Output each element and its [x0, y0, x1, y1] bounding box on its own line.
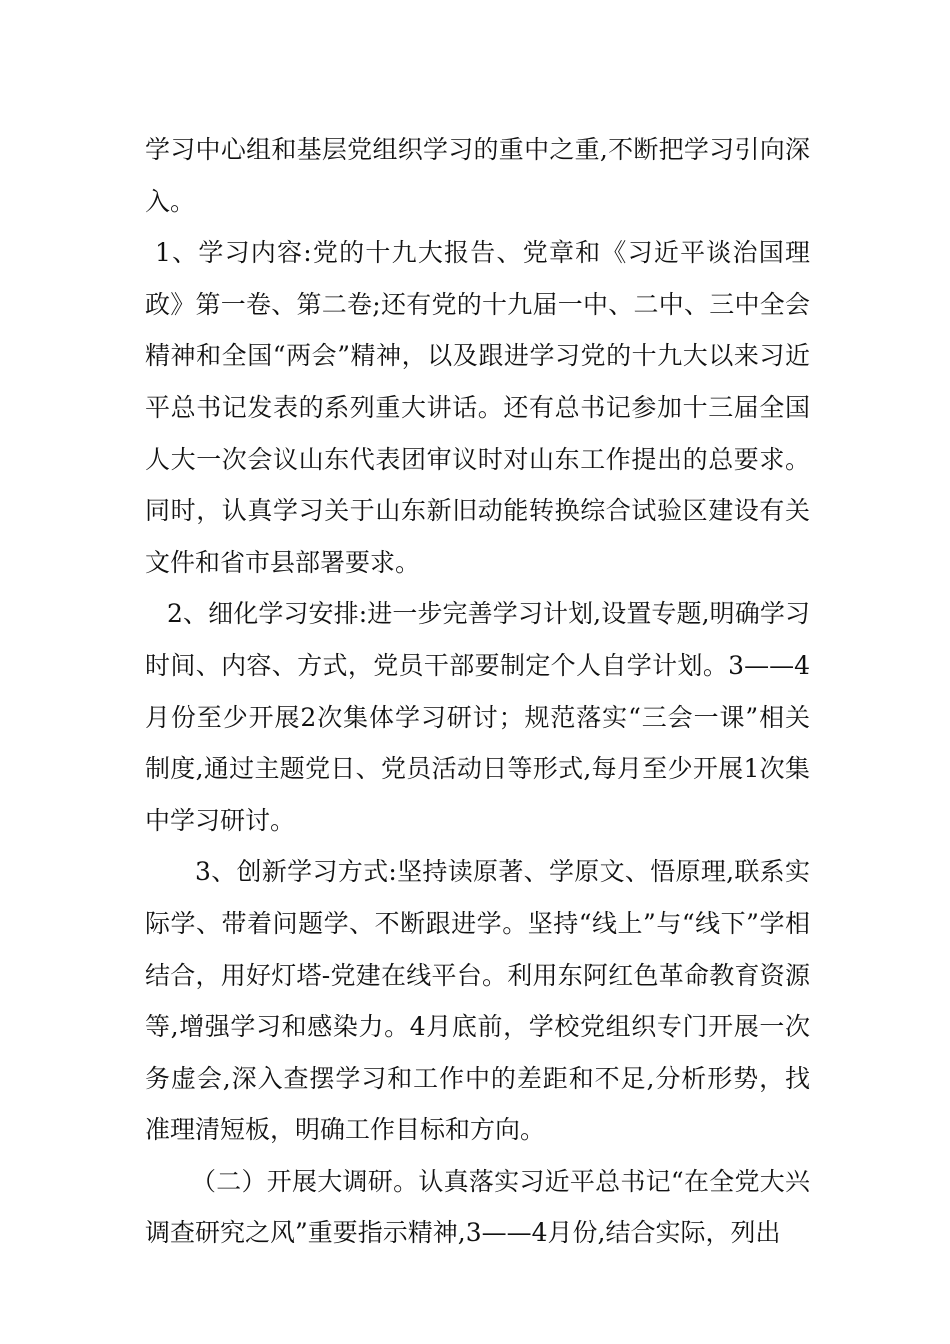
- paragraph-research: （二）开展大调研。认真落实习近平总书记“在全党大兴调查研究之风”重要指示精神,3——4月份,结合实际，列出: [145, 1166, 810, 1248]
- paragraph-study-arrangement: 2、细化学习安排:进一步完善学习计划,设置专题,明确学习时间、内容、方式，党员干部要制定个人自学计划。3——4月份至少开展2次集体学习研讨；规范落实“三会一课”相关制度,通过主题党日、党员活动日等形式,每月至少开展1次集中学习研讨。: [145, 599, 810, 835]
- document-page: [145, 124, 810, 1259]
- paragraph-study-methods: 3、创新学习方式:坚持读原著、学原文、悟原理,联系实际学、带着问题学、不断跟进学。坚持“线上”与“线下”学相结合，用好灯塔-党建在线平台。利用东阿红色革命教育资源等,增强学习和感染力。4月底前，学校党组织专门开展一次务虚会,深入查摆学习和工作中的差距和不足,分析形势，找准理清短板，明确工作目标和方向。: [145, 857, 810, 1145]
- paragraph-study-content: 1、学习内容:党的十九大报告、党章和《习近平谈治国理政》第一卷、第二卷;还有党的十九届一中、二中、三中全会精神和全国“两会”精神，以及跟进学习党的十九大以来习近平总书记发表的系列重大讲话。还有总书记参加十三届全国人大一次会议山东代表团审议时对山东工作提出的总要求。同时，认真学习关于山东新旧动能转换综合试验区建设有关文件和省市县部署要求。: [145, 238, 810, 577]
- paragraph-continuation: 学习中心组和基层党组织学习的重中之重,不断把学习引向深入。: [145, 135, 810, 216]
